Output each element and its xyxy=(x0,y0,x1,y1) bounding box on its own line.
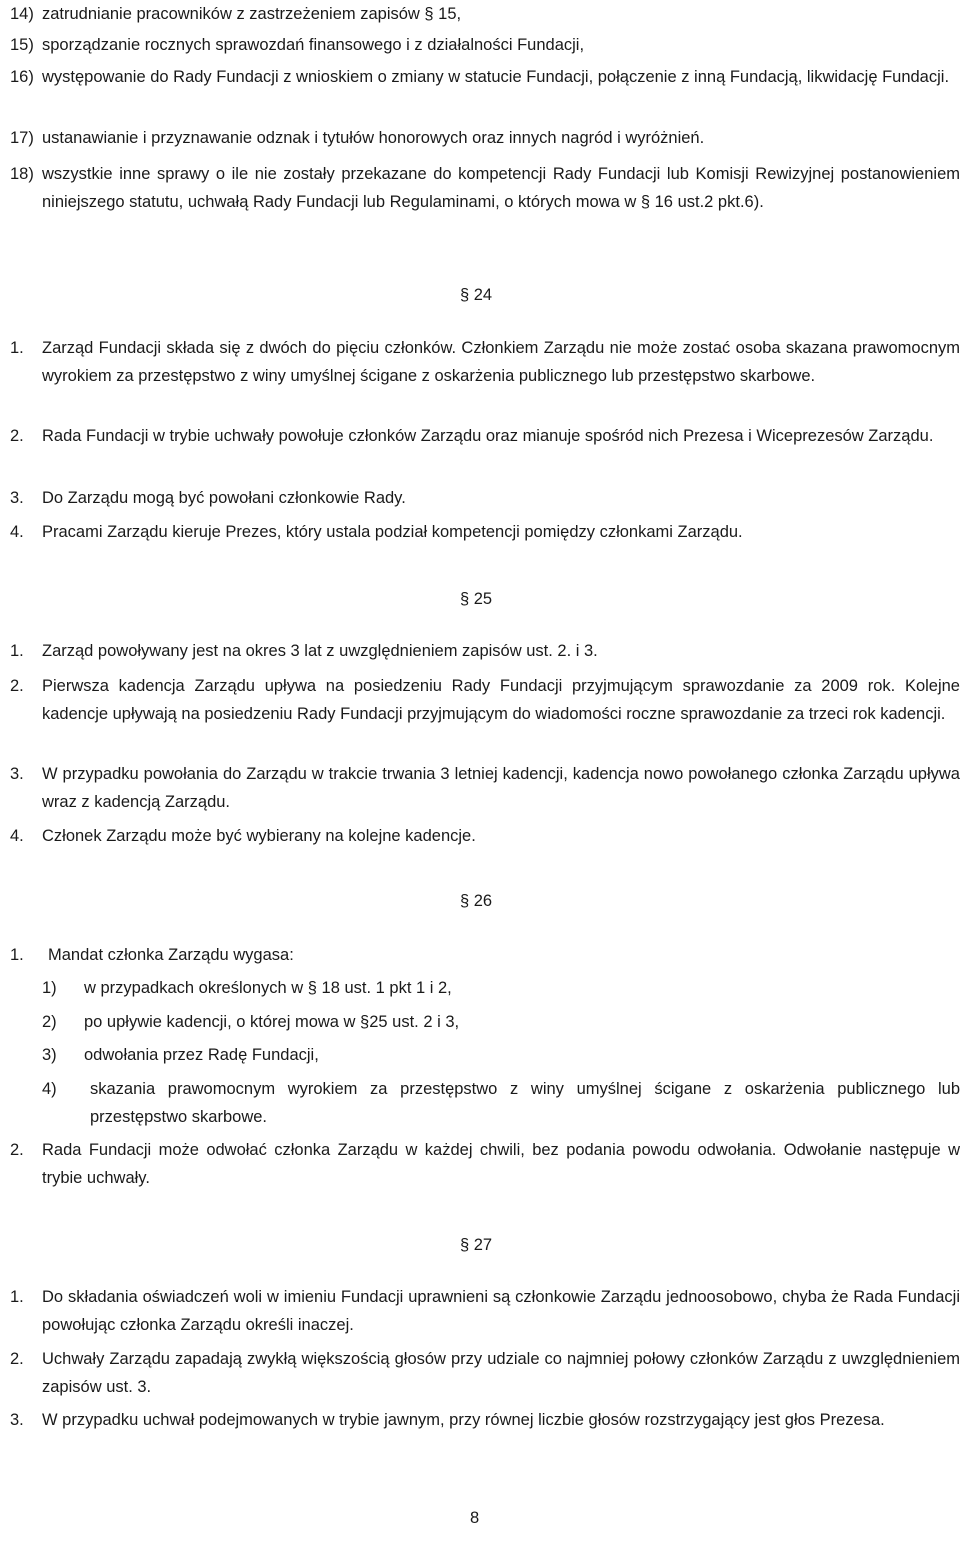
item-number: 1. xyxy=(10,1288,24,1306)
item-number: 4. xyxy=(10,827,24,845)
s26-subitem-4 xyxy=(42,1075,960,1131)
item-number: 3) xyxy=(42,1046,57,1064)
item-text: Do składania oświadczeń woli w imieniu Fundacji uprawnieni są członkowie Zarządu jednoosobowo, chyba że Rada Fundacji powołując członka Zarządu określi inaczej. xyxy=(42,1288,960,1334)
section-heading-26: § 26 xyxy=(460,892,493,910)
section-heading-24: § 24 xyxy=(460,286,493,304)
s26-subitem-1 xyxy=(42,974,960,1002)
item-text: W przypadku powołania do Zarządu w trakcie trwania 3 letniej kadencji, kadencja nowo powołanego członka Zarządu upływa wraz z kadencją Zarządu. xyxy=(42,765,960,811)
list-item-14 xyxy=(10,0,960,28)
item-text: po upływie kadencji, o której mowa w §25 ust. 2 i 3, xyxy=(84,1013,460,1031)
s27-item-1 xyxy=(10,1283,960,1339)
item-number: 2. xyxy=(10,1350,24,1368)
list-item-15 xyxy=(10,31,960,59)
item-text: ustanawianie i przyznawanie odznak i tytułów honorowych oraz innych nagród i wyróżnień. xyxy=(42,129,705,147)
item-number: 1) xyxy=(42,979,57,997)
item-number: 18) xyxy=(10,165,34,183)
item-text: Członek Zarządu może być wybierany na kolejne kadencje. xyxy=(42,827,476,845)
item-text: skazania prawomocnym wyrokiem za przestępstwo z winy umyślnej ścigane z oskarżenia publicznego lub przestępstwo skarbowe. xyxy=(90,1080,960,1126)
item-text: Zarząd powoływany jest na okres 3 lat z uwzględnieniem zapisów ust. 2. i 3. xyxy=(42,642,598,660)
s26-subitem-2 xyxy=(42,1008,960,1036)
item-number: 2. xyxy=(10,1141,24,1159)
item-number: 2. xyxy=(10,427,24,445)
section-heading-27: § 27 xyxy=(460,1236,493,1254)
item-number: 15) xyxy=(10,36,34,54)
s26-item-2 xyxy=(10,1136,960,1192)
item-text: Mandat członka Zarządu wygasa: xyxy=(48,946,294,964)
item-text: odwołania przez Radę Fundacji, xyxy=(84,1046,319,1064)
item-number: 3. xyxy=(10,1411,24,1429)
item-text: występowanie do Rady Fundacji z wnioskiem o zmiany w statucie Fundacji, połączenie z inną Fundacją, likwidację Fundacji. xyxy=(42,68,950,86)
item-text: sporządzanie rocznych sprawozdań finansowego i z działalności Fundacji, xyxy=(42,36,585,54)
item-number: 17) xyxy=(10,129,34,147)
item-number: 1. xyxy=(10,946,24,964)
item-text: Pracami Zarządu kieruje Prezes, który ustala podział kompetencji pomiędzy członkami Zarządu. xyxy=(42,523,743,541)
s24-item-3 xyxy=(10,484,960,512)
item-number: 2) xyxy=(42,1013,57,1031)
section-heading-25: § 25 xyxy=(460,590,493,608)
s24-item-2 xyxy=(10,422,960,450)
item-text: wszystkie inne sprawy o ile nie zostały przekazane do kompetencji Rady Fundacji lub Komisji Rewizyjnej postanowieniem niniejszego statutu, uchwałą Rady Fundacji lub Regulaminami, o których mowa w § 16 ust.2 pkt.6). xyxy=(42,165,960,211)
item-text: w przypadkach określonych w § 18 ust. 1 pkt 1 i 2, xyxy=(84,979,452,997)
item-number: 4) xyxy=(42,1080,57,1098)
item-number: 1. xyxy=(10,339,24,357)
item-text: Do Zarządu mogą być powołani członkowie Rady. xyxy=(42,489,406,507)
s25-item-4 xyxy=(10,822,960,850)
s27-item-3 xyxy=(10,1406,960,1434)
item-text: Rada Fundacji może odwołać członka Zarządu w każdej chwili, bez podania powodu odwołania. Odwołanie następuje w trybie uchwały. xyxy=(42,1141,960,1187)
item-number: 1. xyxy=(10,642,24,660)
s25-item-3 xyxy=(10,760,960,816)
s26-subitem-3 xyxy=(42,1041,960,1069)
item-text: zatrudnianie pracowników z zastrzeżeniem zapisów § 15, xyxy=(42,5,462,23)
s26-item-1 xyxy=(10,941,960,969)
item-number: 16) xyxy=(10,68,34,86)
s27-item-2 xyxy=(10,1345,960,1401)
item-number: 3. xyxy=(10,765,24,783)
s24-item-1 xyxy=(10,334,960,390)
page-number: 8 xyxy=(470,1509,480,1527)
item-number: 14) xyxy=(10,5,34,23)
s24-item-4 xyxy=(10,518,960,546)
item-text: Rada Fundacji w trybie uchwały powołuje członków Zarządu oraz mianuje spośród nich Prezesa i Wiceprezesów Zarządu. xyxy=(42,427,934,445)
item-text: Zarząd Fundacji składa się z dwóch do pięciu członków. Członkiem Zarządu nie może zostać osoba skazana prawomocnym wyrokiem za przestępstwo z winy umyślnej ścigane z oskarżenia publicznego lub przestępstwo skarbowe. xyxy=(42,339,960,385)
s25-item-2 xyxy=(10,672,960,728)
list-item-16 xyxy=(10,63,960,91)
item-text: W przypadku uchwał podejmowanych w trybie jawnym, przy równej liczbie głosów rozstrzygający jest głos Prezesa. xyxy=(42,1411,885,1429)
list-item-17 xyxy=(10,124,960,152)
item-number: 2. xyxy=(10,677,24,695)
list-item-18 xyxy=(10,160,960,216)
item-number: 4. xyxy=(10,523,24,541)
item-text: Pierwsza kadencja Zarządu upływa na posiedzeniu Rady Fundacji przyjmującym sprawozdanie za 2009 rok. Kolejne kadencje upływają na posiedzeniu Rady Fundacji przyjmującym do wiadomości roczne sprawozdanie za trzeci rok kadencji. xyxy=(42,677,960,723)
s25-item-1 xyxy=(10,637,960,665)
item-number: 3. xyxy=(10,489,24,507)
item-text: Uchwały Zarządu zapadają zwykłą większością głosów przy udziale co najmniej połowy członków Zarządu z uwzględnieniem zapisów ust. 3. xyxy=(42,1350,960,1396)
